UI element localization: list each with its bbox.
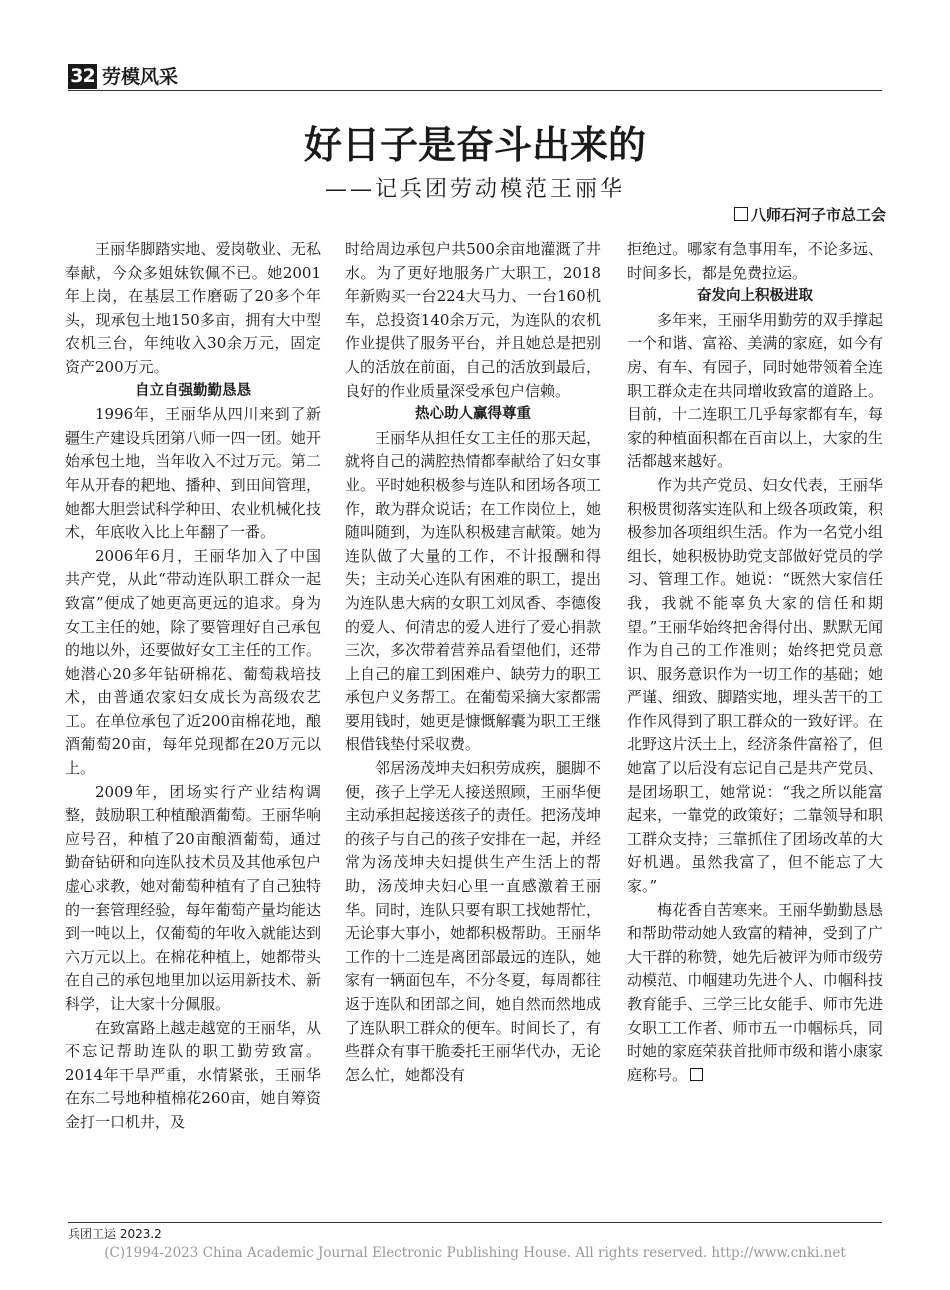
copyright-notice: (C)1994-2023 China Academic Journal Electronic Publishing House. All rights reserved. http://www.cnki.net (104, 1245, 846, 1261)
paragraph (65, 238, 321, 380)
paragraph (627, 474, 883, 899)
paragraph-text: 1996年，王丽华从四川来到了新疆生产建设兵团第八师一四一团。她开始承包土地，当年收入不过万元。第二年从开春的耙地、播种、到田间管理，她都大胆尝试科学种田、农业机械化技术，年底收入比上年翻了一番。 (65, 405, 321, 542)
paragraph (65, 545, 321, 781)
page-number: 32 (68, 64, 97, 89)
header-rule (68, 90, 882, 91)
section-heading (627, 285, 883, 309)
footer-rule (68, 1222, 882, 1223)
article-column-1 (65, 238, 321, 1135)
paragraph (65, 1017, 321, 1135)
paragraph (627, 899, 883, 1088)
paragraph (65, 403, 321, 545)
author-name: 八师石河子市总工会 (750, 206, 886, 224)
paragraph-text: 多年来，王丽华用勤劳的双手撑起一个和谐、富裕、美满的家庭，如今有房、有车、有园子，同时她带领着全连职工群众走在共同增收致富的道路上。目前，十二连职工几乎每家都有车，每家的种植面积都在百亩以上，大家的生活都越来越好。 (627, 310, 883, 471)
paragraph-text: 邻居汤茂坤夫妇积劳成疾，腿脚不便，孩子上学无人接送照顾，王丽华便主动承担起接送孩子的责任。把汤茂坤的孩子与自己的孩子安排在一起，并经常为汤茂坤夫妇提供生产生活上的帮助，汤茂坤夫妇心里一直感激着王丽华。同时，连队只要有职工找她帮忙，无论事大事小，她都积极帮助。王丽华工作的十二连是离团部最远的连队，她家有一辆面包车，不分冬夏，每周都往返于连队和团部之间，她自然而然地成了连队职工群众的便车。时间长了，有些群众有事干脆委托王丽华代办，无论怎么忙，她都没有 (345, 759, 601, 1084)
paragraph (627, 238, 883, 285)
section-heading (345, 403, 601, 427)
paragraph-text: 在致富路上越走越宽的王丽华，从不忘记帮助连队的职工勤劳致富。2014年干旱严重，水情紧张，王丽华在东二号地种植棉花260亩，她自筹资金打一口机井，及 (65, 1018, 321, 1131)
journal-issue: 兵团工运 2023.2 (68, 1227, 162, 1241)
paragraph-text: 2006年6月，王丽华加入了中国共产党，从此“带动连队职工群众一起致富”便成了她更高更远的追求。身为女工主任的她，除了要管理好自己承包的地以外，还要做好女工主任的工作。她潜心20多年钻研棉花、葡萄栽培技术，由普通农家妇女成长为高级农艺工。在单位承包了近200亩棉花地，酿酒葡萄20亩，每年兑现都在20万元以上。 (65, 546, 321, 778)
paragraph (65, 781, 321, 1017)
paragraph (345, 427, 601, 757)
article-title: 好日子是奋斗出来的 (303, 123, 646, 167)
paragraph-text: 王丽华脚踏实地、爱岗敬业、无私奉献，今众多姐妹钦佩不已。她2001年上岗，在基层工作磨砺了20多个年头，现承包土地150多亩，拥有大中型农机三台，年纯收入30余万元，固定资产200万元。 (65, 240, 321, 376)
section-heading (65, 380, 321, 404)
heading-text: 奋发向上积极进取 (697, 288, 813, 305)
heading-text: 自立自强勤勤恳恳 (135, 382, 251, 399)
paragraph-text: 梅花香自苦寒来。王丽华勤勤恳恳和帮助带动她人致富的精神，受到了广大干群的称赞，她先后被评为师市级劳动模范、巾帼建功先进个人、巾帼科技教育能手、三学三比女能手、师市先进女职工工作者、师市五一巾帼标兵，同时她的家庭荣获首批师市级和谐小康家庭称号。 (627, 900, 883, 1084)
paragraph-text: 拒绝过。哪家有急事用车，不论多远、时间多长，都是免费拉运。 (627, 240, 883, 282)
end-mark-icon (690, 1068, 703, 1081)
article-column-3 (627, 238, 883, 1087)
square-bullet-icon (734, 207, 748, 221)
paragraph (345, 757, 601, 1087)
paragraph (627, 309, 883, 474)
article-author (734, 205, 886, 225)
article-column-2 (345, 238, 601, 1087)
paragraph-text: 2009年，团场实行产业结构调整，鼓励职工种植酿酒葡萄。王丽华响应号召，种植了20亩酿酒葡萄，通过勤奋钻研和向连队技术员及其他承包户虚心求教，她对葡萄种植有了自己独特的一套管理经验，每年葡萄产量均能达到一吨以上，仅葡萄的年收入就能达到六万元以上。在棉花种植上，她都带头在自己的承包地里加以运用新技术、新科学，让大家十分佩服。 (65, 782, 321, 1013)
heading-text: 热心助人赢得尊重 (415, 406, 531, 423)
paragraph-text: 作为共产党员、妇女代表，王丽华积极贯彻落实连队和上级各项政策，积极参加各项组织生活。作为一名党小组组长，她积极协助党支部做好党员的学习、管理工作。她说：“既然大家信任我，我就不能辜负大家的信任和期望。”王丽华始终把舍得付出、默默无闻作为自己的工作准则；始终把党员意识、服务意识作为一切工作的基础；她严谨、细致、脚踏实地，埋头苦干的工作作风得到了职工群众的一致好评。在北野这片沃土上，经济条件富裕了，但她富了以后没有忘记自己是共产党员、是团场职工，她常说：“我之所以能富起来，一靠党的政策好；二靠领导和职工群众支持；三靠抓住了团场改革的大好机遇。虽然我富了，但不能忘了大家。” (627, 475, 883, 896)
paragraph (345, 238, 601, 403)
paragraph-text: 王丽华从担任女工主任的那天起，就将自己的满腔热情都奉献给了妇女事业。平时她积极参与连队和团场各项工作，敢为群众说话；在工作岗位上，她随叫随到，为连队积极建言献策。她为连队做了大量的工作，不计报酬和得失；主动关心连队有困难的职工，提出为连队患大病的女职工刘凤香、李德俊的爱人、何清忠的爱人进行了爱心捐款三次，多次带着营养品看望他们，还带上自己的雇工到困难户、缺劳力的职工承包户义务帮工。在葡萄采摘大家都需要用钱时，她更是慷慨解囊为职工王继根借钱垫付采収费。 (345, 428, 601, 754)
page-header (68, 62, 882, 92)
paragraph-text: 时给周边承包户共500余亩地灌溉了井水。为了更好地服务广大职工，2018年新购买一台224大马力、一台160机车，总投资140余万元，为连队的农机作业提供了服务平台，并且她总是把别人的活放在前面，自己的活放到最后，良好的作业质量深受承包户信赖。 (345, 240, 601, 400)
section-name: 劳模风采 (102, 66, 179, 88)
article-subtitle: ——记兵团劳动模范王丽华 (324, 177, 625, 202)
